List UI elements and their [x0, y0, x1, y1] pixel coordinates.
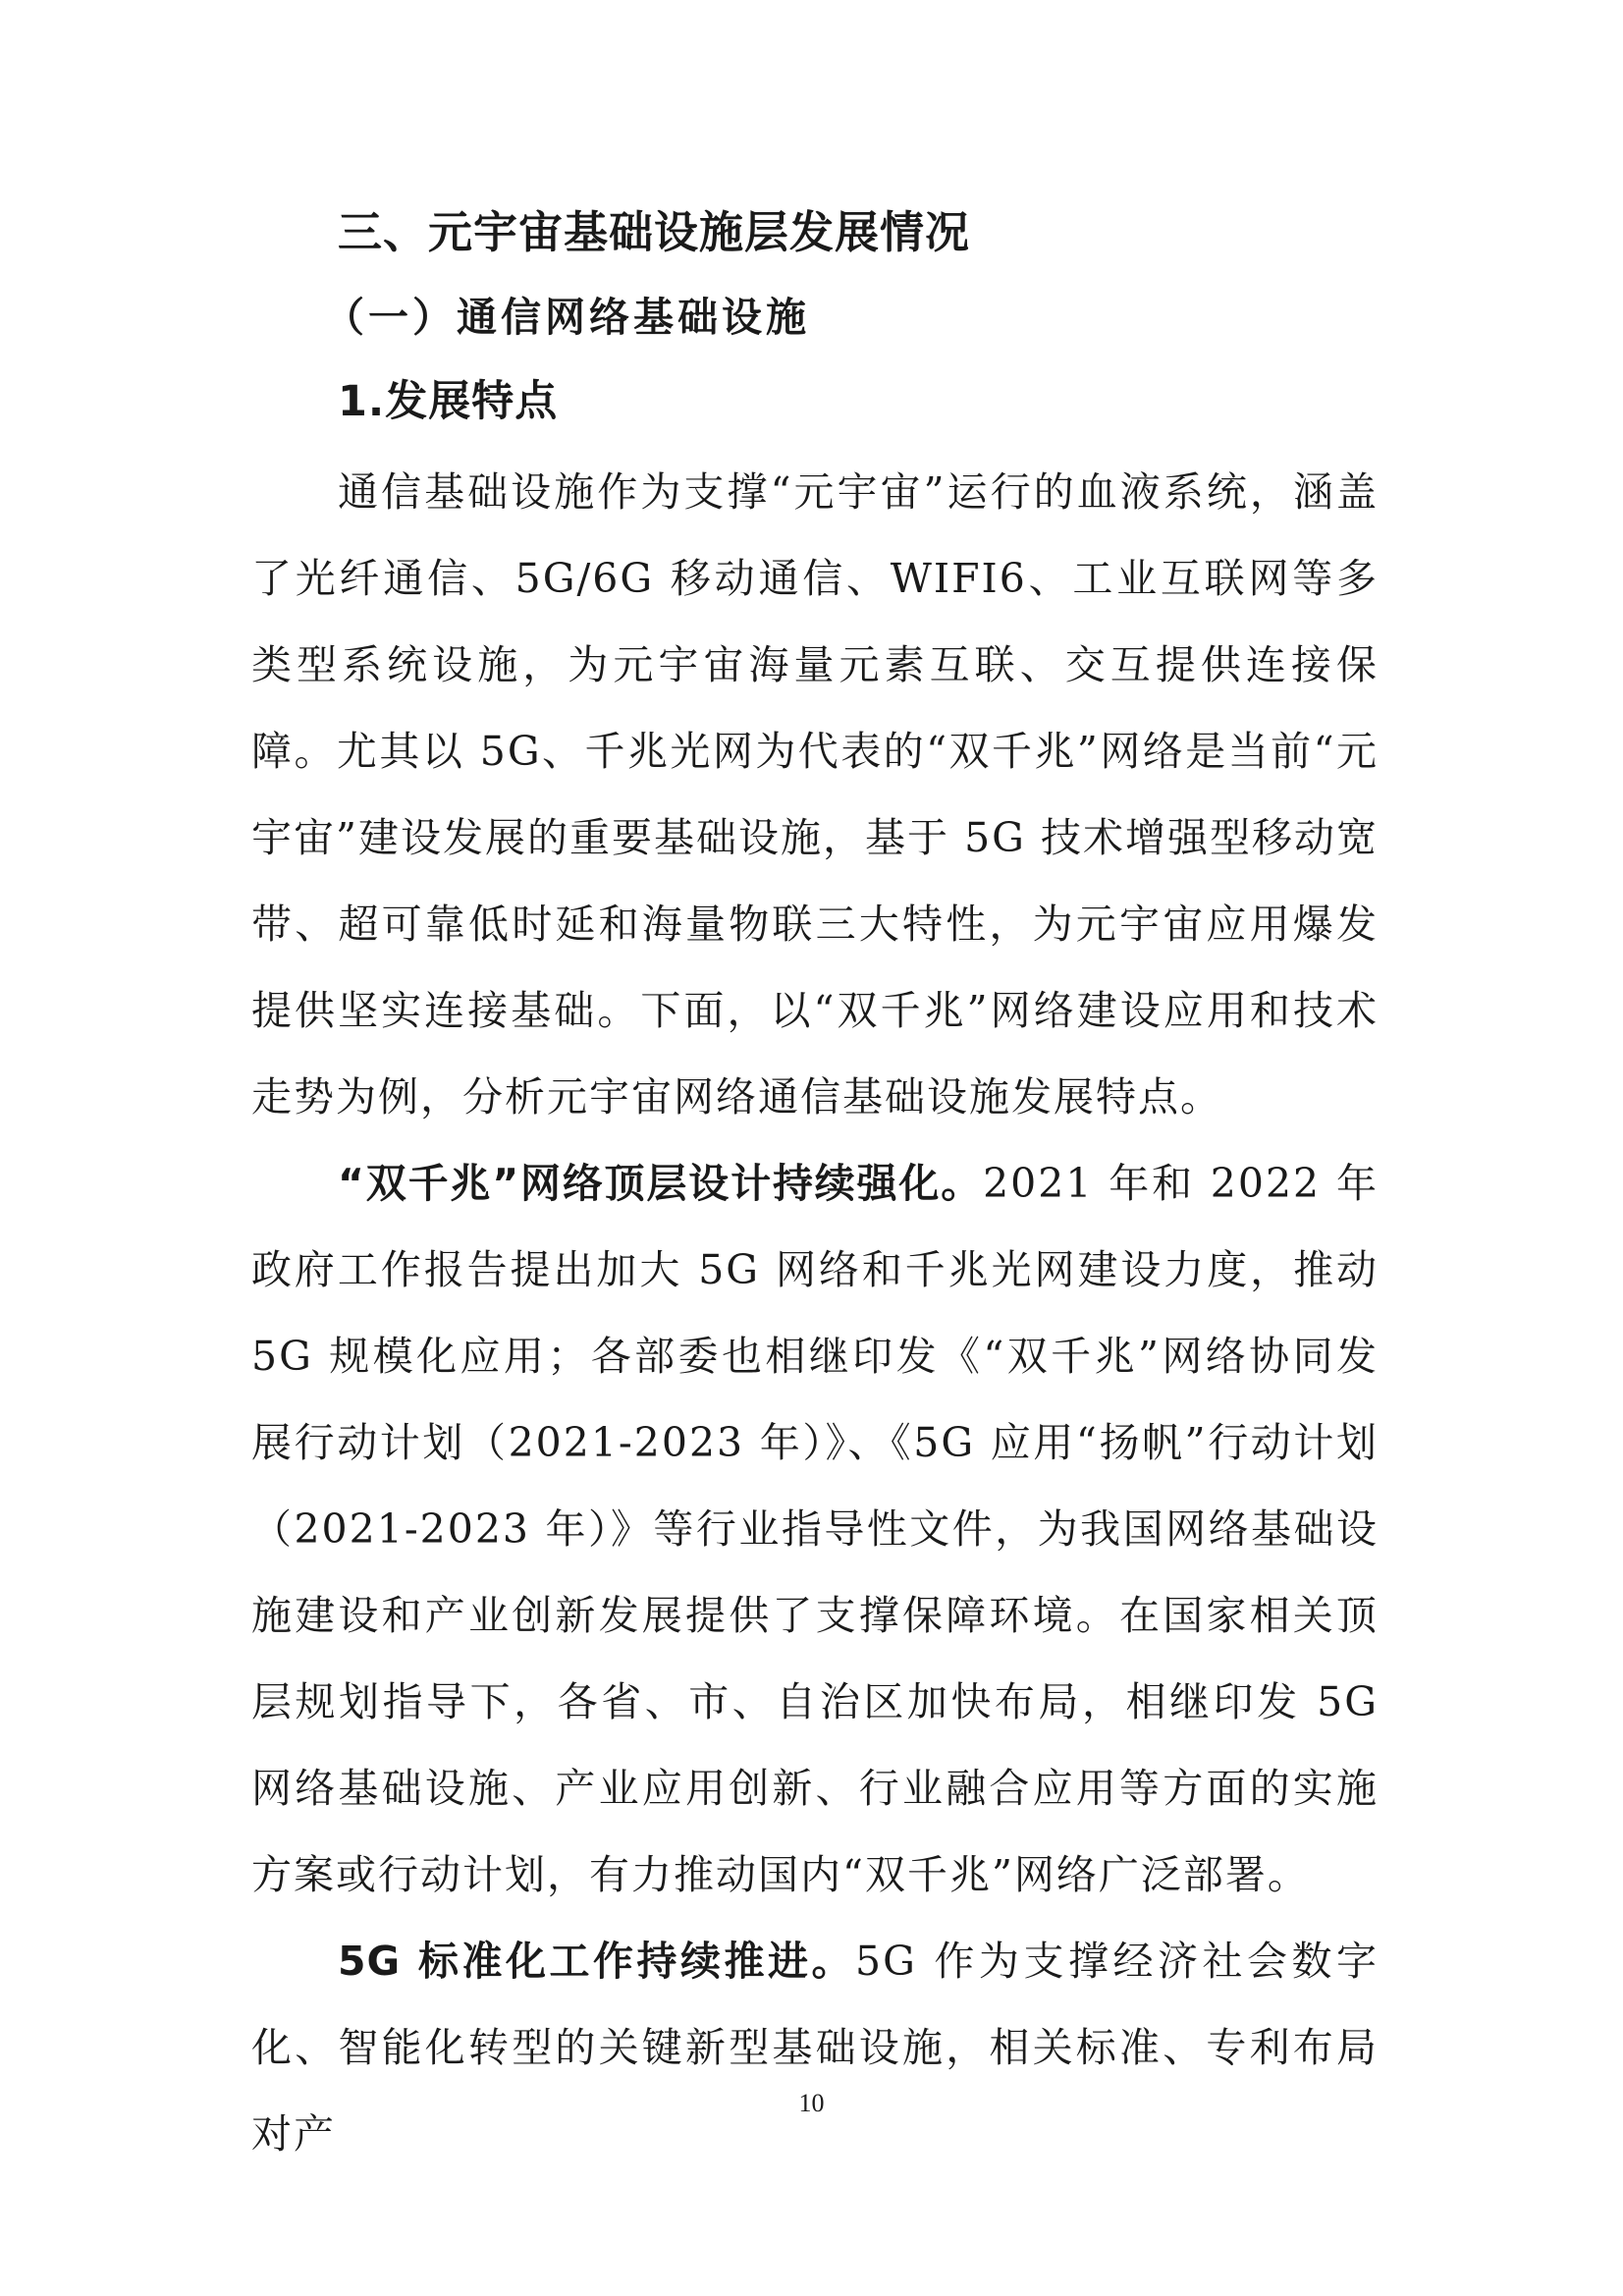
- paragraph-top-level-design: [251, 1140, 1379, 1918]
- page-number: 10: [798, 2089, 825, 2117]
- paragraph-5g-standardization: [251, 1918, 1379, 2177]
- paragraph-text: 2021 年和 2022 年政府工作报告提出加大 5G 网络和千兆光网建设力度，推动 5G 规模化应用；各部委也相继印发《“双千兆”网络协同发展行动计划（2021-2023 年）》、《5G 应用“扬帆”行动计划（2021-2023 年）》等行业指导性文件，为我国网络基础设施建设和产业创新发展提供了支撑保障环境。在国家相关顶层规划指导下，各省、市、自治区加快布局，相继印发 5G 网络基础设施、产业应用创新、行业融合应用等方面的实施方案或行动计划，有力推动国内“双千兆”网络广泛部署。: [251, 1160, 1379, 1898]
- section-heading: 三、元宇宙基础设施层发展情况: [338, 206, 971, 258]
- body-text: [251, 449, 1379, 2177]
- item-heading: 1.发展特点: [338, 377, 559, 426]
- paragraph-text: 5G 作为支撑经济社会数字化、智能化转型的关键新型基础设施，相关标准、专利布局对产: [251, 1938, 1379, 2158]
- subsection-heading: （一）通信网络基础设施: [324, 294, 810, 341]
- paragraph-lead: 5G 标准化工作持续推进。: [338, 1938, 856, 1985]
- paragraph-intro: [251, 449, 1379, 1140]
- paragraph-text: 通信基础设施作为支撑“元宇宙”运行的血液系统，涵盖了光纤通信、5G/6G 移动通信、WIFI6、工业互联网等多类型系统设施，为元宇宙海量元素互联、交互提供连接保障。尤其以 5G、千兆光网为代表的“双千兆”网络是当前“元宇宙”建设发展的重要基础设施，基于 5G 技术增强型移动宽带、超可靠低时延和海量物联三大特性，为元宇宙应用爆发提供坚实连接基础。下面，以“双千兆”网络建设应用和技术走势为例，分析元宇宙网络通信基础设施发展特点。: [251, 468, 1379, 1121]
- paragraph-lead: “双千兆”网络顶层设计持续强化。: [338, 1160, 984, 1207]
